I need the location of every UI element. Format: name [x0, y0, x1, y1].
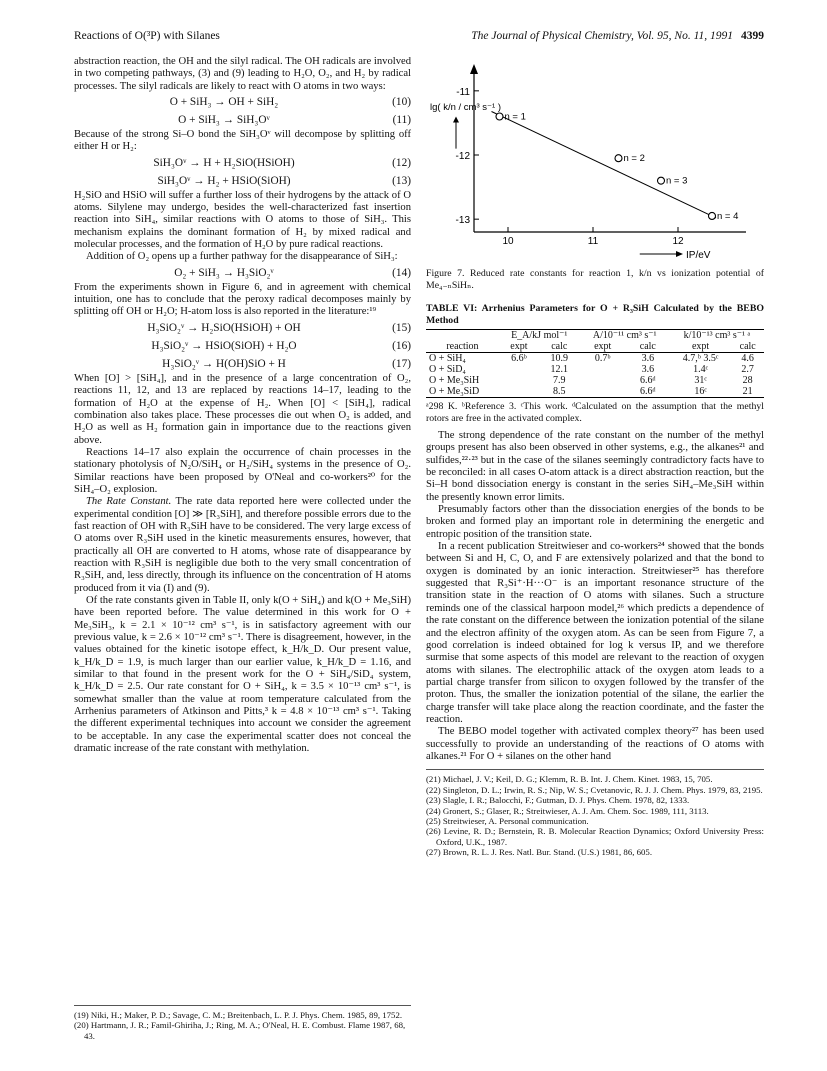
table-cell: [499, 364, 539, 375]
y-tick-label: -12: [455, 151, 470, 162]
paragraph: The strong dependence of the rate constant on the number of the methyl groups present has also been observed in other systems, e.g., the alkanes²¹ and sulfides,²²·²³ but in the case of the silanes seemingly contradictory facts have to be reconciled: in all cases O-atom attack is a direct abstraction reaction, but the Si–H bond dissociation energy is constant in the series SiH₄–Me₃SiH within the presently known error limits.: [426, 430, 764, 503]
journal-citation: The Journal of Physical Chemistry, Vol. 95, No. 11, 1991: [471, 30, 733, 42]
reference: (21) Michael, J. V.; Keil, D. G.; Klemm, R. B. Int. J. Chem. Kinet. 1983, 15, 705.: [426, 774, 713, 785]
equation-number: (12): [392, 156, 411, 169]
table-cell: 31ᶜ: [694, 375, 707, 386]
equation-12: [74, 154, 411, 172]
table-cell: 6.6ᵇ: [511, 353, 527, 364]
equation-text: SiH₃Oᵛ → H₂ + HSiO(SiOH): [157, 174, 291, 187]
regression-line: [492, 112, 717, 218]
chart-marks: [492, 112, 739, 222]
x-tick-label: 10: [502, 236, 514, 247]
table-cell: [580, 375, 626, 386]
page-number: 4399: [741, 30, 764, 42]
table-cell: 4.6: [741, 353, 754, 364]
table-row: [426, 386, 764, 398]
y-axis-label: lg( k/n / cm³ s⁻¹ ): [430, 102, 501, 114]
y-label-arrow-head: [453, 117, 459, 123]
table-cell: 6.6ᵈ: [626, 386, 670, 398]
equation-number: (10): [392, 96, 411, 109]
table-cell: [580, 386, 626, 398]
table-cell: [499, 375, 539, 386]
chart-axes: [430, 64, 746, 261]
table-row: [426, 375, 764, 386]
figure-7-chart: [426, 56, 764, 268]
figure-7: [426, 56, 764, 268]
reference: (24) Gronert, S.; Glaser, R.; Streitwieser, A. J. Am. Chem. Soc. 1989, 111, 3113.: [426, 805, 709, 816]
table-cell: 6.6ᵈ: [640, 375, 656, 386]
footnotes-left: [74, 1005, 411, 1041]
header-ea: E_A/kJ mol⁻¹: [499, 330, 580, 342]
x-axis-label: IP/eV: [686, 250, 711, 261]
table-cell: [580, 364, 626, 375]
data-point-label: n = 4: [717, 210, 739, 222]
data-point: [658, 177, 665, 184]
data-point-label: n = 3: [666, 175, 688, 187]
table-vi: [426, 329, 764, 398]
equation-number: (14): [392, 266, 411, 279]
equation-text: SiH₃Oᵛ → H + H₂SiO(HSiOH): [153, 156, 295, 169]
equation-number: (13): [392, 174, 411, 187]
paragraph: From the experiments shown in Figure 6, and in agreement with chemical intuition, one has to conclude that the peroxy radical decomposes mainly by splitting off OH or H₂O; H-atom loss is also reported in the literature:¹⁹: [74, 281, 411, 318]
table-subheader-row: [426, 341, 764, 353]
paragraph: The BEBO model together with activated complex theory²⁷ has been used successfully to provide an understanding of the reactions of O atoms with alkanes.²¹ For O + silanes on the other hand: [426, 726, 764, 762]
equation-14: [74, 264, 411, 282]
table-cell: 8.5: [539, 386, 580, 398]
reference: (22) Singleton, D. L.; Irwin, R. S.; Nip, W. S.; Cvetanovic, R. J. J. Chem. Phys. 1979, 83, 2195.: [426, 784, 763, 795]
header-cell: [426, 330, 499, 342]
table-row: [426, 353, 764, 365]
equation-number: (11): [392, 114, 411, 127]
equation-text: O₂ + SiH₃ → H₃SiO₂ᵛ: [174, 266, 274, 279]
paragraph: H₂SiO and HSiO will suffer a further loss of their hydrogens by the attack of O atoms. Silylene may undergo, besides the well-characterized fast insertion reaction into SiH₄, similar reactions with O atoms to those of SiH₃. This mechanism explains the dominant formation of H₂ by mixed radical and molecular processes, and the formation of H₂O by pure radical reactions.: [74, 189, 411, 251]
header-a: A/10⁻¹¹ cm³ s⁻¹: [580, 330, 670, 342]
table-cell: [499, 386, 539, 398]
header-cell: expt: [499, 341, 539, 353]
table-cell: O + Me₃SiD: [426, 386, 499, 398]
x-tick-label: 12: [672, 236, 684, 247]
table-footnote: ᵃ298 K. ᵇReference 3. ᶜThis work. ᵈCalculated on the assumption that the methyl rotors are free in the activated complex.: [426, 401, 764, 424]
left-column: [74, 56, 411, 755]
table-cell: 7.9: [553, 375, 566, 386]
header-cell: reaction: [426, 341, 499, 353]
table-cell: 10.9: [550, 353, 569, 364]
equation-text: O + SiH₃ → SiH₃Oᵛ: [178, 114, 270, 127]
paragraph-text: The rate data reported here were collected under the experimental condition [O] ≫ [R₃SiH], and therefore possible errors due to the fast reaction of OH with R₃SiH have to be considered. The very large excess of O atoms over R₃SiH used in the kinetic measurements ensures, however, that practically all OH are converted to H atoms, whose rate of disappearance by reaction with R₃SiH is negligible due both to the very small concentration of R₃SiH, and, less directly, through its influence on the concentration of H atoms produced from it via (I) and (9).: [74, 496, 411, 594]
equation-15: [74, 319, 411, 337]
table-cell: 2.7: [741, 364, 754, 375]
paragraph: Addition of O₂ opens up a further pathway for the disappearance of SiH₃:: [86, 251, 398, 263]
equation-13: [74, 172, 411, 190]
equation-10: [74, 93, 411, 111]
equation-text: H₃SiO₂ᵛ → H(OH)SiO + H: [162, 357, 286, 370]
table-cell: O + Me₃SiH: [429, 375, 480, 386]
header-k: k/10⁻¹³ cm³ s⁻¹ ᵃ: [670, 330, 764, 342]
data-point: [496, 113, 503, 120]
table-cell: 3.6: [641, 353, 655, 364]
table-cell: 4.7,ᵇ 3.5ᶜ: [682, 353, 719, 364]
table-cell: O + SiD₄: [429, 364, 466, 375]
running-header: [74, 30, 764, 46]
data-point-label: n = 1: [504, 111, 526, 123]
table-cell: 0.7ᵇ: [594, 353, 611, 364]
table-body: [426, 353, 764, 398]
reference: (26) Levine, R. D.; Bernstein, R. B. Molecular Reaction Dynamics; Oxford University Press: Oxford, U.K., 1987.: [426, 826, 764, 847]
y-axis-arrow: [470, 64, 478, 74]
reference: (23) Slagle, I. R.; Balocchi, F.; Gutman, D. J. Phys. Chem. 1978, 82, 1333.: [426, 795, 690, 806]
y-tick-label: -11: [456, 86, 470, 98]
equation-11: [74, 111, 411, 129]
paragraph: In a recent publication Streitwieser and co-workers²⁴ showed that the bonds between Si and H, C, O, and F are extensively polarized and that the bond to oxygen is dominated by an ionic interaction. Streitwieser²⁵ has therefore suggested that R₃Si⁺·H···O⁻ is an important resonance structure of the transition state in the reaction of O atoms with silanes. Such a structure reminds one of the classical harpoon model,²⁶ which predicts a dependence of the rate constant on the difference between the ionization potential of the silane and the electron affinity of the oxygen atom. As can be seen from Figure 7, a good correlation is indeed obtained for log k versus IP, and we therefore surmise that some aspects of this model are relevant to the reaction of oxygen atoms with silanes. The electrophilic attack of the oxygen atom leads to a partial charge transfer from silicon to oxygen followed by the transfer of the proton. Thus, the smaller the ionization potential of the silane, the earlier the charge transfer will take place along the reaction coordinate, and the faster the reaction.: [426, 541, 764, 725]
reference: (25) Streitwieser, A. Personal communication.: [426, 815, 589, 826]
table-cell: 21: [731, 386, 764, 398]
data-point-label: n = 2: [623, 153, 645, 165]
reference-19: (19) Niki, H.; Maker, P. D.; Savage, C. M.; Breitenbach, L. P. J. Phys. Chem. 1985, 89, 1752.: [74, 1010, 403, 1020]
right-column: [426, 56, 764, 858]
paragraph: Because of the strong Si–O bond the SiH₃Oᵛ will decompose by splitting off either H or H₂:: [74, 129, 411, 153]
section-heading: The Rate Constant.: [86, 496, 172, 508]
table-cell: 1.4ᶜ: [693, 364, 709, 375]
header-cell: expt: [580, 341, 626, 353]
header-right: [471, 30, 764, 42]
x-label-arrow-head: [676, 251, 683, 257]
data-point: [709, 212, 716, 219]
header-cell: expt: [670, 341, 732, 353]
table-cell: 12.1: [550, 364, 569, 375]
equation-number: (15): [392, 321, 411, 334]
footnotes-right: [426, 769, 764, 857]
table-cell: 28: [742, 375, 753, 386]
paragraph: Of the rate constants given in Table II, only k(O + SiH₄) and k(O + Me₃SiH) have been reported before. The value determined in this work for O + Me₃SiH₃, k = 2.1 × 10⁻¹² cm³ s⁻¹, is in satisfactory agreement with our previous value, k = 2.6 × 10⁻¹² cm³ s⁻¹. There is disagreement, however, in the values obtained for the kinetic isotope effect, k_H/k_D. Our present value, k_H/k_D = 1.9, is much larger than our earlier value, k_H/k_D = 1.16, and similar to that found in the present work for the O + SiH₄/SiD₄ system, k_H/k_D = 2.5. Our rate constant for O + SiH₄, k = 3.5 × 10⁻¹³ cm³ s⁻¹, is somewhat smaller than the value at room temperature calculated from the Arrhenius parameters of Atkinson and Pitts,³ k = 4.8 × 10⁻¹³ cm³ s⁻¹. Taking the different experimental techniques into account we consider the agreement to be acceptable. In any case the experimental scatter does not conceal the dramatic increase of the rate constant with methylation.: [74, 595, 411, 755]
equation-number: (16): [392, 339, 411, 352]
reference-20: (20) Hartmann, J. R.; Famil-Ghiriha, J.; Ring, M. A.; O'Neal, H. E. Combust. Flame 1987, 68, 43.: [74, 1020, 406, 1041]
paragraph: Reactions 14–17 also explain the occurrence of chain processes in the stationary photolysis of N₂O/SiH₄ or H₂/SiH₄ systems in the presence of O₂. Similar reactions have been proposed by O'Neal and co-workers²⁰ for the SiH₄–O₂ explosion.: [74, 446, 411, 495]
paragraph: Presumably factors other than the dissociation energies of the bonds to be broken and formed play an important role in determining the energetic and entropic position of the transition state.: [426, 504, 764, 540]
header-cell: calc: [731, 341, 764, 353]
table-title: TABLE VI: Arrhenius Parameters for O + R₃SiH Calculated by the BEBO Method: [426, 303, 764, 326]
equation-text: H₃SiO₂ᵛ → H₂SiO(HSiOH) + OH: [147, 321, 301, 334]
header-cell: calc: [626, 341, 670, 353]
reference: (27) Brown, R. L. J. Res. Natl. Bur. Stand. (U.S.) 1981, 86, 605.: [426, 847, 653, 858]
table-cell: O + SiH₄: [429, 353, 466, 364]
y-tick-label: -13: [455, 215, 470, 227]
equation-16: [74, 337, 411, 355]
table-row: [426, 364, 764, 375]
table-cell: 16ᶜ: [670, 386, 732, 398]
paragraph: When [O] > [SiH₄], and in the presence of a large concentration of O₂, reactions 11, 12, and 13 are replaced by reactions 14–17, leading to the formation of H₂O at the expense of H₂. When [O] < [SiH₄], radical combination also takes place. These processes die out when O₂ is added, and H₂O as well as H₂ formation gain in importance due to the reactions given above.: [74, 372, 411, 446]
paragraph: [74, 496, 411, 595]
table-header-row: [426, 330, 764, 342]
paragraph: abstraction reaction, the OH and the silyl radical. The OH radicals are involved in two competing pathways, (3) and (9) leading to H₂O, O₂, and H₂ by radical processes. The silyl radicals are likely to react with O atoms in two ways:: [74, 56, 411, 92]
equation-17: [74, 355, 411, 373]
equation-text: O + SiH₃ → OH + SiH₂: [169, 96, 279, 109]
header-left: Reactions of O(³P) with Silanes: [74, 30, 220, 42]
data-point: [615, 155, 622, 162]
equation-number: (17): [392, 357, 411, 370]
equation-text: H₃SiO₂ᵛ → HSiO(SiOH) + H₂O: [151, 339, 297, 352]
header-cell: calc: [539, 341, 580, 353]
figure-caption: Figure 7. Reduced rate constants for reaction 1, k/n vs ionization potential of Me₄₋ₙSiHₙ.: [426, 268, 764, 291]
x-tick-label: 11: [587, 236, 599, 247]
table-cell: 3.6: [641, 364, 655, 375]
